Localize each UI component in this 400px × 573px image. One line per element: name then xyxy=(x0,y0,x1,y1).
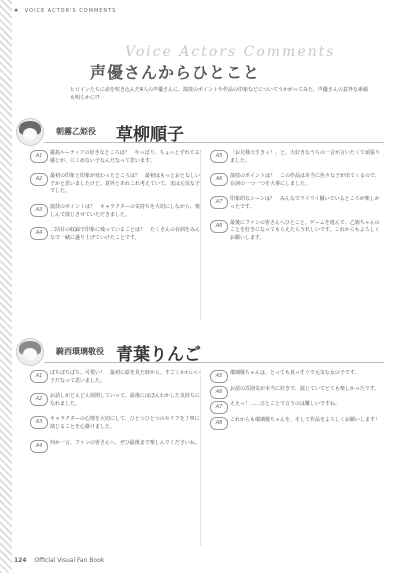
answer-bubble-icon: A5 xyxy=(210,370,228,383)
answer-text: これからも環璃敬ちゃんを、そして作品をよろしくお願いします！ xyxy=(230,416,381,423)
answer-text: 霧島ルーティアの好きなところは？ やっぱり、ちょっとずれてる感じが、にくめない子なんだなって思います。 xyxy=(50,150,200,164)
answer-column-right-1 xyxy=(210,150,382,250)
answer-bubble-icon: A3 xyxy=(30,204,48,217)
title-decoration: Voice Actors Comments xyxy=(125,44,336,60)
divider-line xyxy=(44,142,384,143)
qa-item xyxy=(30,227,202,242)
answer-text: 「お兄様大すきっ！」と、大好きなうちの一言が言いたくて頑張りました。 xyxy=(230,150,381,164)
qa-item xyxy=(210,196,382,211)
character-avatar-icon xyxy=(16,118,44,146)
qa-item xyxy=(210,220,382,243)
answer-text: お話の雰囲気が本当に好きで、演じていてとても楽しかったです。 xyxy=(230,385,380,392)
answer-column-right-2 xyxy=(210,370,382,432)
answer-bubble-icon: A8 xyxy=(210,417,228,430)
answer-text: 印象的なシーンは？ みんなでワイワイ騒いでいるところが楽しかったです。 xyxy=(230,196,380,210)
qa-item xyxy=(30,440,202,448)
page-footer xyxy=(14,557,104,564)
qa-item xyxy=(30,370,202,385)
header-label: VOICE ACTOR'S COMMENTS xyxy=(24,8,117,14)
answer-text: お話しがどんどん展開していって、最後にはほんわかした気持ちになれました。 xyxy=(50,393,200,407)
character-role: 朝霧乙姫役 xyxy=(56,127,96,136)
answer-text: 二回目の収録で印象に残っていることは？ たくさんの台詞をみんなで一緒に盛り上げていけたことです。 xyxy=(50,227,201,241)
character-role: 騎西環璃敬役 xyxy=(56,347,104,356)
answer-bubble-icon: A5 xyxy=(210,150,228,163)
qa-item xyxy=(210,401,382,409)
character-header-2 xyxy=(16,338,386,364)
voice-actor-name: 草柳順子 xyxy=(116,125,184,145)
answer-column-left-2 xyxy=(30,370,202,455)
answer-bubble-icon: A6 xyxy=(210,173,228,186)
answer-column-left-1 xyxy=(30,150,202,250)
page-number: 124 xyxy=(14,557,27,564)
answer-bubble-icon: A4 xyxy=(30,440,48,453)
answer-bubble-icon: A2 xyxy=(30,393,48,406)
footer-text: Official Visual Fan Book xyxy=(34,557,105,564)
divider-line xyxy=(44,362,384,363)
qa-item xyxy=(210,417,382,425)
column-divider xyxy=(200,150,201,320)
answer-bubble-icon: A7 xyxy=(210,401,228,414)
character-avatar-icon xyxy=(16,338,44,366)
star-icon: ✱ xyxy=(14,8,20,14)
side-decoration-strip xyxy=(0,0,12,573)
column-divider xyxy=(200,370,201,545)
answer-text: ええっ！……ひとことで言うのは難しいですね。 xyxy=(230,401,341,408)
answer-text: 演技のポイントは？ この作品は本当に色々な子が出てくるので、台詞の一つ一つを大事にしました。 xyxy=(230,173,380,187)
answer-text: 演技のポイントは？ キャラクターの気持ちを大切にしながら、楽しんで演じさせていただきました。 xyxy=(50,203,200,218)
answer-text: 最初の印象と印象が変わったところは？ 最初はもっとおとなしい子かと思いましたけど、意外とあれこれ考えていて、実は元気な子でした。 xyxy=(50,173,200,195)
answer-bubble-icon: A6 xyxy=(210,386,228,399)
answer-bubble-icon: A3 xyxy=(30,416,48,429)
qa-item xyxy=(210,386,382,394)
answer-bubble-icon: A1 xyxy=(30,150,48,163)
qa-item xyxy=(30,416,202,431)
answer-bubble-icon: A8 xyxy=(210,220,228,233)
answer-text: 何か一言、ファンの皆さんへ。ぜひ最後まで楽しんでくださいね。 xyxy=(50,439,200,446)
header-bar xyxy=(14,8,116,14)
qa-item xyxy=(210,173,382,188)
page-title: 声優さんからひとこと xyxy=(90,63,261,82)
qa-item xyxy=(30,204,202,219)
character-header-1 xyxy=(16,118,386,144)
answer-text: キャラクターの心情を大切にして、ひとつひとつのセリフを丁寧に演じることを心掛けました。 xyxy=(50,416,200,430)
qa-item xyxy=(30,150,202,165)
qa-item xyxy=(210,150,382,165)
answer-bubble-icon: A7 xyxy=(210,196,228,209)
voice-actor-name: 青葉りんご xyxy=(116,345,201,365)
intro-text: ヒロインたちに命を吹き込んだ4人の声優さんに、演技のポイントや作品の印象などについてうかがってみた。声優さんの意外な素顔も明らかに!? xyxy=(70,87,368,101)
answer-bubble-icon: A4 xyxy=(30,227,48,240)
answer-bubble-icon: A1 xyxy=(30,370,48,383)
answer-text: ぱちぱちぱち、可愛い！ 最初に絵を見た時から、すごくかわいい子だなって思いました。 xyxy=(50,370,201,384)
qa-item xyxy=(30,393,202,408)
answer-text: 環璃敬ちゃんは、とっても真っすぐで元気な女の子です。 xyxy=(230,370,360,376)
qa-item xyxy=(210,370,382,378)
answer-bubble-icon: A2 xyxy=(30,173,48,186)
qa-item xyxy=(30,173,202,196)
answer-text: 最後にファンの皆さんへひとこと。ゲームを遊んで、乙姫ちゃんのことを好きになってもらえたらうれしいです。これからもよろしくお願いします。 xyxy=(230,219,380,241)
